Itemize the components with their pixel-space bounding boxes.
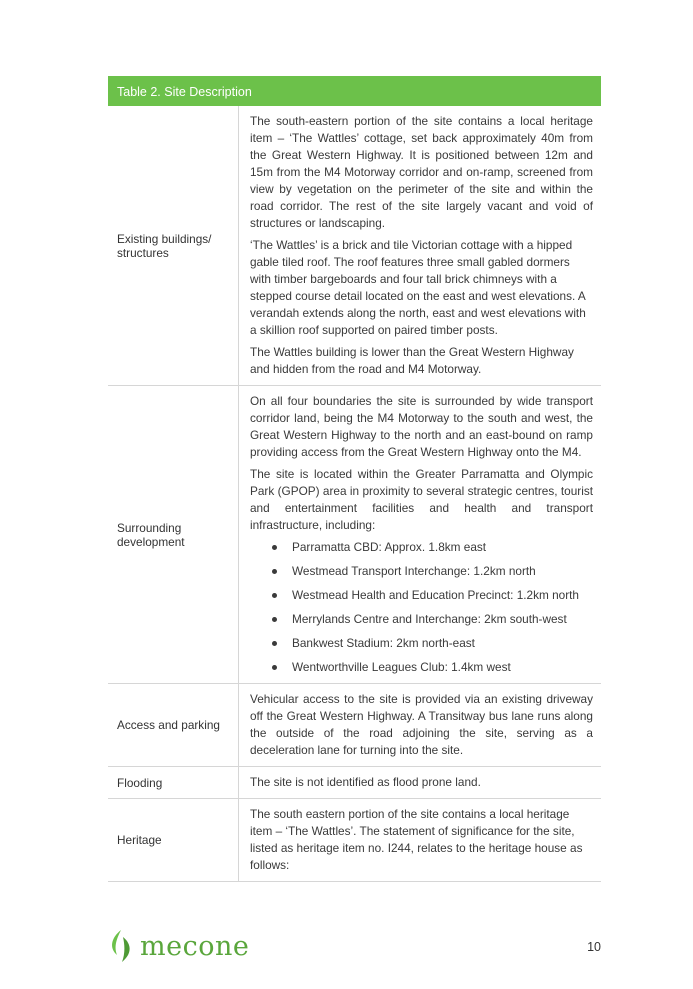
list-item-text: Parramatta CBD: Approx. 1.8km east <box>292 540 487 554</box>
list-item <box>250 539 593 556</box>
row-label: Heritage <box>117 833 162 847</box>
leaf-icon <box>108 929 134 963</box>
row-label: Access and parking <box>117 718 220 732</box>
list-item <box>250 587 593 604</box>
row-label: Surrounding development <box>117 520 185 549</box>
table-row-heritage <box>108 799 601 882</box>
logo-text: mecone <box>140 930 250 962</box>
paragraph: On all four boundaries the site is surrounded by wide transport corridor land, being the M4 Motorway to the south and west, the Great Western Highway to the north and an east-bound on ramp providing access from the Great Western Highway onto the M4. <box>250 394 593 459</box>
row-content <box>238 767 601 798</box>
row-label: Flooding <box>117 775 163 790</box>
row-content <box>238 799 601 881</box>
page-number: 10 <box>587 940 601 954</box>
bullet-icon <box>272 545 277 550</box>
table-row-surrounding-development <box>108 386 601 684</box>
list-item <box>250 635 593 652</box>
paragraph: The site is located within the Greater Parramatta and Olympic Park (GPOP) area in proximity to several strategic centres, tourist and entertainment facilities and health and transport infrastructure, including: <box>250 467 593 532</box>
list-item-text: Wentworthville Leagues Club: 1.4km west <box>292 660 511 674</box>
list-item-text: Merrylands Centre and Interchange: 2km south-west <box>292 612 567 626</box>
bullet-icon <box>272 569 277 574</box>
table-row-flooding <box>108 767 601 799</box>
list-item <box>250 659 593 676</box>
row-content <box>238 386 601 683</box>
bullet-list <box>250 539 593 676</box>
paragraph: Vehicular access to the site is provided via an existing driveway off the Great Western Highway. A Transitway bus lane runs along the outside of the road adjoining the site, serving as a deceleration lane for turning into the site. <box>250 692 593 757</box>
bullet-icon <box>272 617 277 622</box>
list-item <box>250 611 593 628</box>
bullet-icon <box>272 593 277 598</box>
row-label: Existing buildings/ structures <box>117 231 212 260</box>
list-item <box>250 563 593 580</box>
bullet-icon <box>272 641 277 646</box>
mecone-logo <box>108 928 249 964</box>
paragraph: The site is not identified as flood prone land. <box>250 775 481 789</box>
site-description-table <box>108 76 601 882</box>
row-content <box>238 106 601 385</box>
paragraph: The south eastern portion of the site contains a local heritage item – ‘The Wattles’. The statement of significance for the site, listed as heritage item no. I244, relates to the heritage house as follows: <box>250 807 583 872</box>
row-content <box>238 684 601 766</box>
bullet-icon <box>272 665 277 670</box>
paragraph: The south-eastern portion of the site contains a local heritage item – ‘The Wattles’ cottage, set back approximately 40m from the Great Western Highway. It is positioned between 12m and 15m from the M4 Motorway corridor and on-ramp, screened from view by vegetation on the perimeter of the site and within the road corridor. The rest of the site largely vacant and void of structures or landscaping. <box>250 114 593 230</box>
table-row-existing-buildings <box>108 106 601 386</box>
paragraph: ‘The Wattles’ is a brick and tile Victorian cottage with a hipped gable tiled roof. The roof features three small gabled dormers with timber bargeboards and four tall brick chimneys with a stepped course detail located on the east and west elevations. A verandah extends along the north, east and west elevations with a skillion roof supported on paired timber posts. <box>250 238 586 337</box>
list-item-text: Bankwest Stadium: 2km north-east <box>292 636 475 650</box>
paragraph: The Wattles building is lower than the Great Western Highway and hidden from the road and M4 Motorway. <box>250 345 574 376</box>
list-item-text: Westmead Transport Interchange: 1.2km north <box>292 564 536 578</box>
table-caption: Table 2. Site Description <box>108 76 601 106</box>
table-row-access-parking <box>108 684 601 767</box>
list-item-text: Westmead Health and Education Precinct: 1.2km north <box>292 588 579 602</box>
